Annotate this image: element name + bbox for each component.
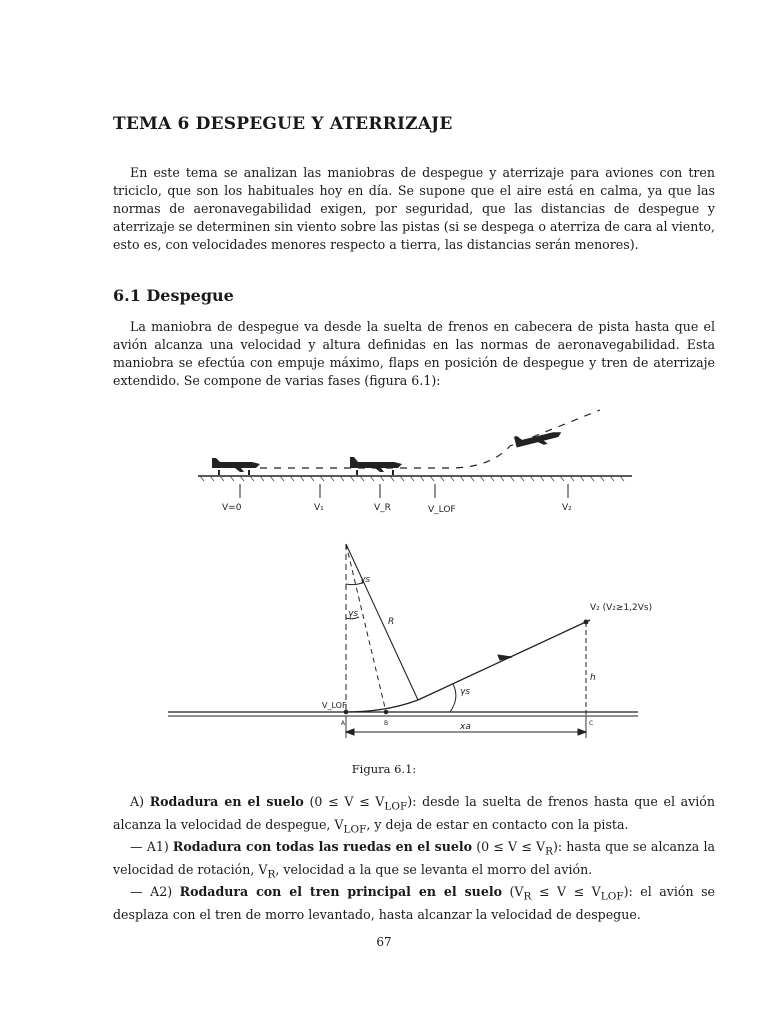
phase-list (113, 793, 715, 924)
intro-paragraph: En este tema se analizan las maniobras de despegue y aterrizaje para aviones con tren triciclo, que son los habituales hoy en día. Se supone que el aire está en calma, ya que las normas de aeronavegabilidad exigen, por seguridad, que las distancias de despegue y aterrizaje se determinen sin viento sobre las pistas (si se despega o aterriza de cara al viento, esto es, con velocidades menores respecto a tierra, las distancias serán menores). (113, 165, 715, 252)
label-radius: R (388, 617, 395, 627)
chapter-title: TEMA 6 DESPEGUE Y ATERRIZAJE (113, 114, 453, 134)
section-paragraph: La maniobra de despegue va desde la suelta de frenos en cabecera de pista hasta que el avión alcanza una velocidad y altura definidas en las normas de aeronavegabilidad. Esta maniobra se efectúa con empuje máximo, flaps en posición de despegue y tren de aterrizaje extendido. Se compone de varias fases (figura 6.1): (113, 319, 715, 388)
label-gamma-s-inner: γs (348, 609, 359, 619)
label-point-a: A (341, 720, 346, 727)
label-climb-angle: γs (460, 687, 471, 697)
airplane-icon (350, 457, 402, 475)
label-point-c: C (589, 720, 594, 727)
figure-caption: Figura 6.1: (351, 762, 417, 776)
geometry-panel (168, 544, 638, 738)
label-vr: V_R (374, 503, 391, 513)
label-vlof: V_LOF (428, 505, 456, 515)
label-v1: V₁ (314, 503, 324, 513)
label-gamma-s: γs (360, 575, 371, 585)
top-runway (198, 476, 632, 481)
label-v0: V=0 (222, 503, 242, 513)
item-a2: — A2) Rodadura con el tren principal en el suelo $(V_R \le V \le V_{LOF})$: el avión se desplaza con el tren de morro levantado, hasta alcanzar la velocidad de despegue. (113, 884, 716, 922)
takeoff-figure (160, 398, 653, 748)
label-vlof-point: V_LOF (322, 701, 347, 710)
label-v2: V₂ (562, 503, 572, 513)
airplane-icon (514, 425, 563, 451)
item-a1: — A1) Rodadura con todas las ruedas en el suelo $(0 \le V \le V_R)$: hasta que se alcanza la velocidad de rotación, $V_R$, velocidad a la que se levanta el morro del avión. (113, 839, 715, 881)
label-xa: xa (460, 722, 471, 732)
label-point-b: B (384, 720, 389, 727)
section-title: 6.1 Despegue (113, 286, 234, 305)
page-number: 67 (376, 935, 392, 949)
label-h: h (590, 673, 596, 683)
airplane-icon (212, 458, 260, 475)
item-a: A) Rodadura en el suelo $(0 \le V \le V_{LOF})$: desde la suelta de frenos hasta que el avión alcanza la velocidad de despegue, $V_{LOF}$, y deja de estar en contacto con la pista. (113, 794, 716, 836)
label-v2-condition: V₂ (V₂≥1,2Vs) (590, 603, 653, 613)
